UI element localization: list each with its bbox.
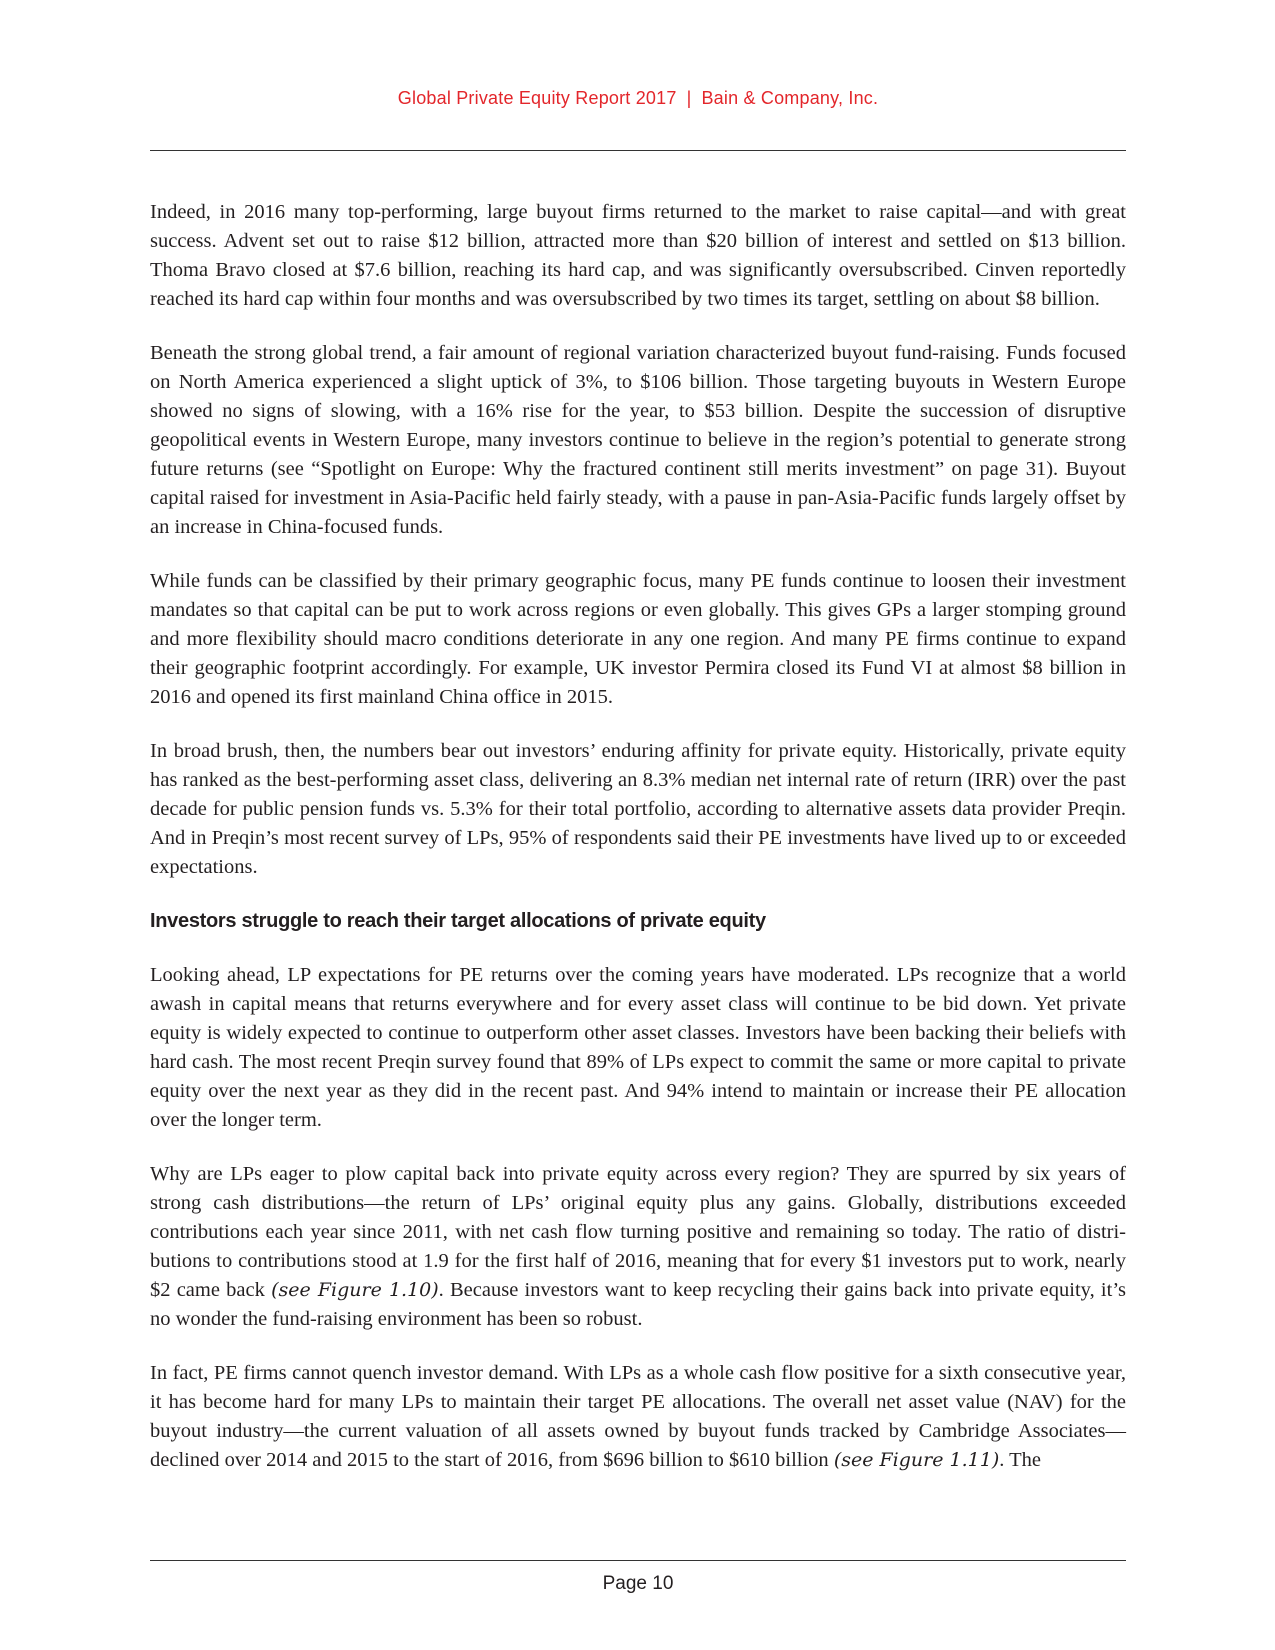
report-title: Global Private Equity Report 2017 <box>397 88 677 108</box>
paragraph-5: Looking ahead, LP expectations for PE returns over the coming years have moderated. LPs recognize that a world awash in capital means that returns everywhere and for every asset class will continue to be bid down. Yet private equity is widely expected to continue to outperform other asset classes. Investors have been backing their beliefs with hard cash. The most recent Preqin survey found that 89% of LPs expect to commit the same or more capital to private equity over the next year as they did in the recent past. And 94% intend to maintain or increase their PE allocation over the longer term. <box>150 964 1126 1131</box>
paragraph-6 <box>150 1160 1126 1334</box>
paragraph-4: In broad brush, then, the numbers bear out investors’ enduring affinity for private equity. Historically, private equity has ranked as the best-performing asset class, delivering an 8.3% median net internal rate of return (IRR) over the past decade for public pension funds vs. 5.3% for their total portfolio, according to alternative assets data provider Preqin. And in Preqin’s most recent survey of LPs, 95% of respondents said their PE investments have lived up to or exceeded expectations. <box>150 740 1126 878</box>
header-separator: | <box>686 88 692 108</box>
article-body <box>150 198 1126 1500</box>
paragraph-6-text: Why are LPs eager to plow capital back into private equity across every region? They are spurred by six years of strong cash distributions—the return of LPs’ original equity plus any gains. Globally, distributions exceeded contributions each year since 2011, with net cash flow turning positive and remaining so today. The ratio of distributions to contributions stood at 1.9 for the first half of 2016, meaning that for every $1 investors put to work, nearly $2 came back <box>150 1163 1126 1301</box>
paragraph-2: Beneath the strong global trend, a fair amount of regional variation characterized buyout fund-raising. Funds focused on North America experienced a slight uptick of 3%, to $106 billion. Those targeting buyouts in Western Europe showed no signs of slowing, with a 16% rise for the year, to $53 billion. Despite the succession of disruptive geopolitical events in Western Europe, many investors continue to believe in the region’s potential to generate strong future returns (see “Spotlight on Europe: Why the fractured continent still merits investment” on page 31). Buyout capital raised for investment in Asia-Pacific held fairly steady, with a pause in pan-Asia-Pacific funds largely offset by an increase in China-focused funds. <box>150 342 1126 538</box>
paragraph-7-text: In fact, PE firms cannot quench investor demand. With LPs as a whole cash flow positive for a sixth consecutive year, it has become hard for many LPs to maintain their target PE allocations. The overall net asset value (NAV) for the buyout industry—the current valuation of all assets owned by buyout funds tracked by Cambridge Associates—declined over 2014 and 2015 to the start of 2016, from $696 billion to $610 billion <box>150 1362 1126 1471</box>
company-name: Bain & Company, Inc. <box>701 88 879 108</box>
figure-reference-1-10[interactable]: (see Figure 1.10) <box>271 1279 439 1301</box>
figure-reference-1-11[interactable]: (see Figure 1.11) <box>833 1449 1000 1471</box>
paragraph-1: Indeed, in 2016 many top-performing, large buyout firms returned to the market to raise capital—and with great success. Advent set out to raise $12 billion, attracted more than $20 billion of interest and settled on $13 billion. Thoma Bravo closed at $7.6 billion, reaching its hard cap, and was significantly oversubscribed. Cinven reportedly reached its hard cap within four months and was oversubscribed by two times its target, settling on about $8 billion. <box>150 201 1126 310</box>
paragraph-7 <box>150 1359 1126 1475</box>
footer-divider <box>150 1560 1126 1561</box>
section-heading: Investors struggle to reach their target allocations of private equity <box>150 910 766 932</box>
paragraph-7-text-end: . The <box>999 1449 1042 1471</box>
paragraph-3: While funds can be classified by their primary geographic focus, many PE funds continue to loosen their investment mandates so that capital can be put to work across regions or even globally. This gives GPs a larger stomping ground and more flexibility should macro conditions deteriorate in any one region. And many PE firms continue to expand their geographic footprint accordingly. For example, UK investor Permira closed its Fund VI at almost $8 billion in 2016 and opened its first mainland China office in 2015. <box>150 570 1126 708</box>
header-divider <box>150 150 1126 151</box>
running-header <box>150 88 1126 109</box>
paragraph-6-text-end: . Because investors want to keep recycling their gains back into private equity, it’s no wonder the fund-raising environment has been so robust. <box>150 1279 1126 1330</box>
page-number: Page 10 <box>602 1573 674 1594</box>
